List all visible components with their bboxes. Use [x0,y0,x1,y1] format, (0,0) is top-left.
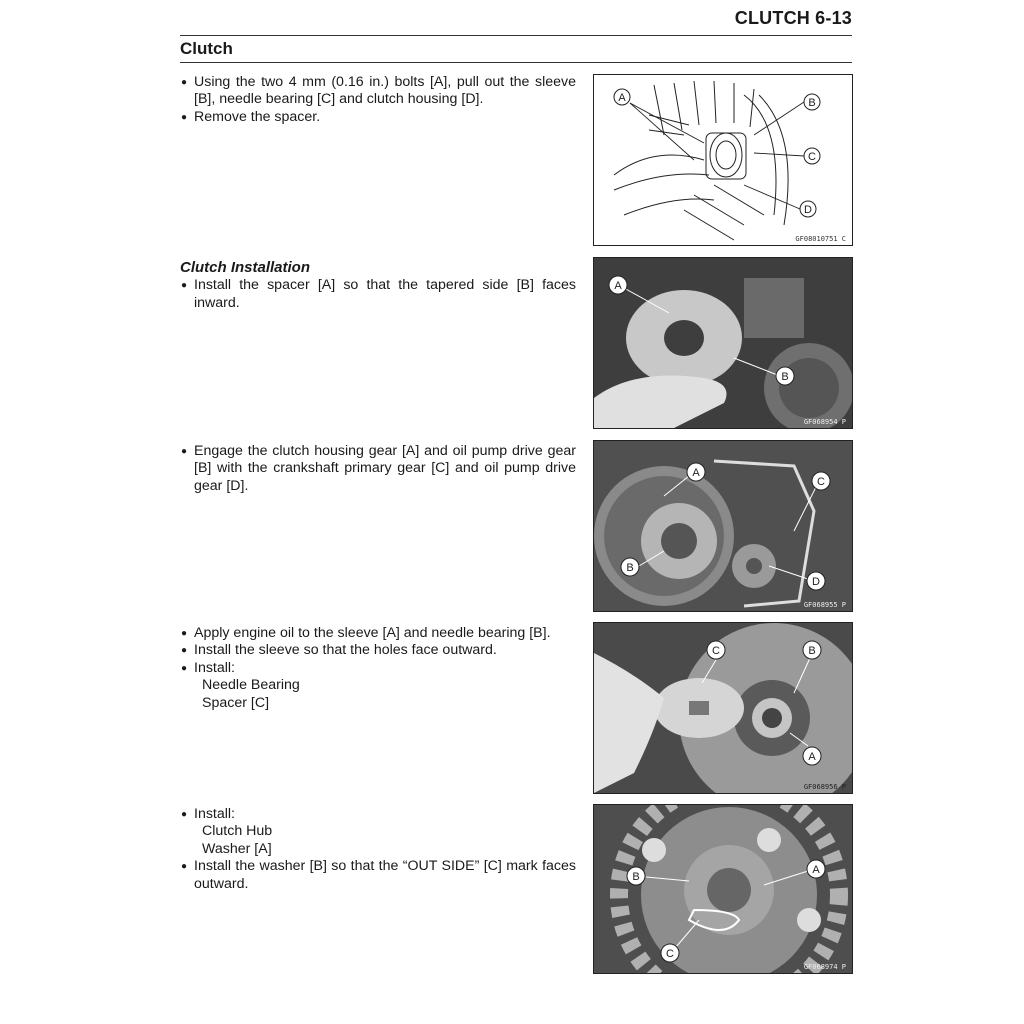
bullet: ● Install the sleeve so that the holes face outward. [180,642,576,659]
figure-label: D [812,576,820,588]
figure-label: C [666,948,674,960]
photo [594,258,852,428]
step-engage-gears [180,443,576,495]
bullet: ● Engage the clutch housing gear [A] and oil pump drive gear [B] with the crankshaft primary gear [C] and oil pump drive gear [D]. [180,443,576,495]
figure-code: GF08010751 C [795,235,846,243]
figure-label: C [712,645,720,657]
bullet: ● Remove the spacer. [180,109,576,126]
figure-label: A [808,751,816,763]
figure-label: B [626,562,634,574]
figure-clutch-removal-drawing [593,74,853,246]
page-header [180,8,852,36]
figure-spacer-photo [593,257,853,429]
figure-label: A [618,92,626,104]
bullet: ● Install: [180,660,576,677]
step-install-clutch-hub [180,806,576,893]
figure-gears-photo [593,440,853,612]
header-rule [180,35,852,36]
step-install-sleeve [180,625,576,712]
figure-washer-photo [593,804,853,974]
figure-label: B [808,645,816,657]
bullet: ● Using the two 4 mm (0.16 in.) bolts [A], pull out the sleeve [B], needle bearing [C] and clutch housing [D]. [180,74,576,109]
bullet: ● Install: [180,806,576,823]
section-title: Clutch [180,39,233,58]
list-item: Washer [A] [202,840,272,857]
figure-code: GF068955 P [803,601,846,609]
figure-code: GF068956 P [803,783,846,791]
list-item: Clutch Hub [202,823,273,840]
bullet: ● Apply engine oil to the sleeve [A] and needle bearing [B]. [180,625,576,642]
figure-label: A [692,467,700,479]
figure-label: D [804,204,812,216]
bullet: ● Install the washer [B] so that the “OUT SIDE” [C] mark faces outward. [180,858,576,893]
step-remove-clutch-housing [180,74,576,126]
figure-label: A [614,280,622,292]
figure-label: A [812,864,820,876]
figure-label: B [632,871,640,883]
section-rule [180,62,852,63]
figure-label: B [781,371,789,383]
step-install-spacer [180,259,576,312]
figure-label: C [817,476,825,488]
subsection-title: Clutch Installation [180,259,311,276]
figure-label: C [808,151,816,163]
figure-label: B [808,97,816,109]
photo [594,805,852,973]
list-item: Needle Bearing [202,677,300,694]
figure-code: GF068954 P [803,418,846,426]
figure-code: GF068974 P [803,963,846,971]
photo [594,623,852,793]
header-title: CLUTCH 6-13 [734,8,852,28]
photo [594,441,852,611]
figure-sleeve-photo [593,622,853,794]
list-item: Spacer [C] [202,694,270,711]
line-drawing [594,75,852,245]
bullet: ● Install the spacer [A] so that the tapered side [B] faces inward. [180,277,576,312]
